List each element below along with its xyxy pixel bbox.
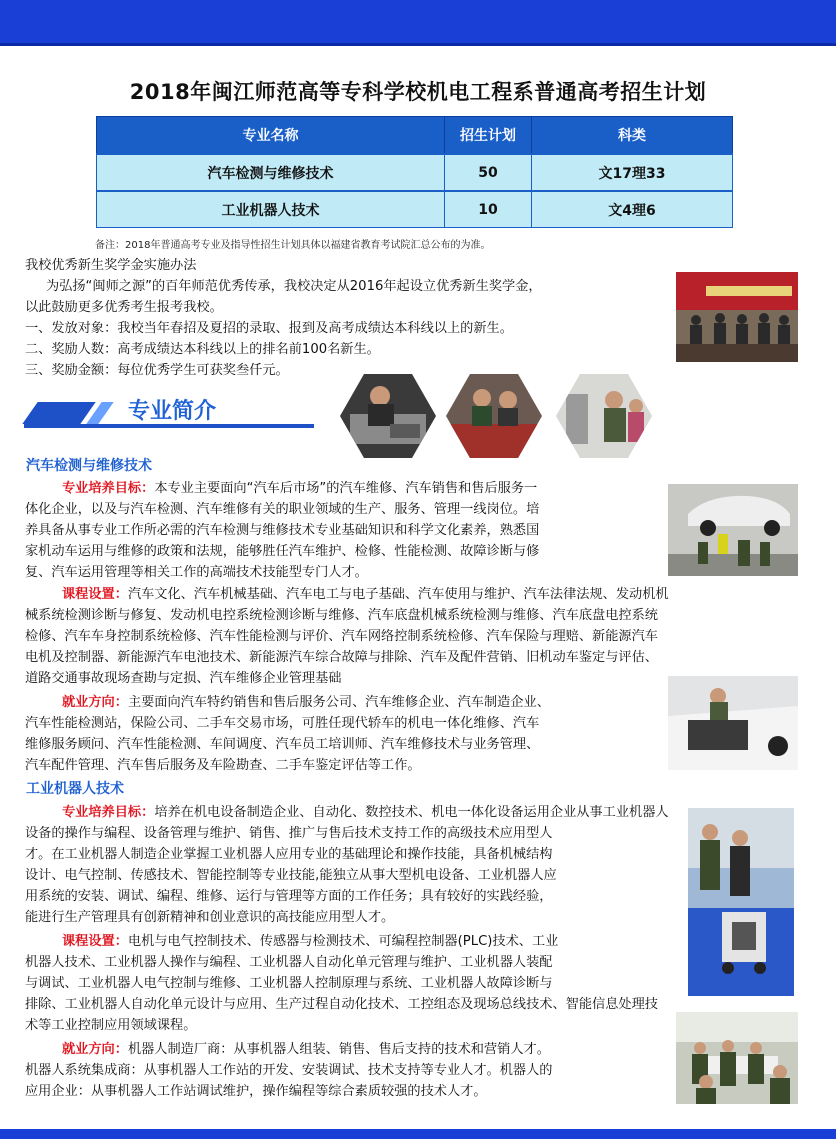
- robot-goal-line: 设备的操作与编程、设备管理与维护、销售、推广与售后技术支持工作的高级技术应用型人: [25, 826, 553, 841]
- robot-goal-line: 设计、电气控制、传感技术、智能控制等专业技能,能独立从事大型机电设备、工业机器人应: [25, 868, 557, 883]
- robot-job-line: 机器人系统集成商：从事机器人工作站的开发、安装调试、技术支持等专业人才。机器人的: [25, 1063, 553, 1078]
- bottom-footer-bar: [0, 1129, 836, 1139]
- workshop-photo-3: [556, 374, 652, 458]
- auto-goal-label: 专业培养目标：: [62, 481, 155, 496]
- auto-goal-line: 养具备从事专业工作所必需的汽车检测与维修技术专业基础知识和科学文化素养，熟悉国: [25, 523, 540, 538]
- cell-plan: 50: [445, 154, 532, 191]
- robot-course-label: 课程设置：: [62, 934, 128, 949]
- robot-course-line: 与调试、工业机器人电气控制与维修、工业机器人控制原理与系统、工业机器人故障诊断与: [25, 976, 553, 991]
- auto-course-line: 道路交通事故现场查勘与定损、汽车维修企业管理基础: [25, 671, 342, 686]
- enrollment-plan-table: [96, 116, 733, 228]
- robot-job-text: 机器人制造厂商：从事机器人组装、销售、售后支持的技术和营销人才。: [127, 1042, 550, 1057]
- auto-course-line: 械系统检测诊断与修复、发动机电控系统检测诊断与维修、汽车底盘机械系统检测与维修、汽车底盘电控系统: [25, 608, 658, 623]
- robot-job-line: 应用企业：从事机器人工作站调试维护，操作编程等综合素质较强的技术人才。: [25, 1084, 487, 1099]
- robot-course-line: 术等工业控制应用领域课程。: [25, 1018, 197, 1033]
- header-major: 专业名称: [97, 117, 445, 155]
- cell-plan: 10: [445, 191, 532, 228]
- auto-course-line: 检修、汽车车身控制系统检修、汽车性能检测与评价、汽车网络控制系统检修、汽车保险与理赔、新能源汽车: [25, 629, 658, 644]
- scholarship-line: 为弘扬“闽师之源”的百年师范优秀传承，我校决定从2016年起设立优秀新生奖学金，: [46, 279, 542, 294]
- cell-category: 文17理33: [532, 154, 733, 191]
- scholarship-line: 三、奖励金额：每位优秀学生可获奖叁仟元。: [25, 363, 289, 378]
- major-name-robot: 工业机器人技术: [26, 781, 124, 797]
- auto-job-line: [62, 692, 550, 713]
- robot-course-line: [62, 931, 558, 952]
- auto-course-line: [62, 584, 669, 605]
- auto-job-label: 就业方向：: [62, 695, 128, 710]
- section-banner: [24, 390, 314, 434]
- cell-major: 工业机器人技术: [97, 191, 445, 228]
- scholarship-line: 二、奖励人数：高考成绩达本科线以上的排名前100名新生。: [25, 342, 380, 357]
- auto-goal-line: [62, 478, 537, 499]
- top-header-bar: [0, 0, 836, 46]
- robot-lab-photo: [688, 808, 794, 996]
- auto-goal-line: 复、汽车运用管理等相关工作的高端技术技能型专门人才。: [25, 565, 368, 580]
- robot-goal-line: 能进行生产管理具有创新精神和创业意识的高技能应用型人才。: [25, 910, 395, 925]
- auto-job-line: 维修服务顾问、汽车性能检测、车间调度、汽车员工培训师、汽车维修技术与业务管理、: [25, 737, 540, 752]
- auto-job-text: 主要面向汽车特约销售和售后服务公司、汽车维修企业、汽车制造企业、: [127, 695, 550, 710]
- table-header-row: [97, 117, 733, 155]
- header-category: 科类: [532, 117, 733, 155]
- auto-course-label: 课程设置：: [62, 587, 128, 602]
- robot-course-text: 电机与电气控制技术、传感器与检测技术、可编程控制器(PLC)技术、工业: [127, 934, 559, 949]
- page-title: 2018年闽江师范高等专科学校机电工程系普通高考招生计划: [129, 80, 707, 104]
- scholarship-heading: 我校优秀新生奖学金实施办法: [25, 258, 197, 273]
- classroom-photo: [676, 1012, 798, 1104]
- auto-goal-line: 体化企业，以及与汽车检测、汽车维修有关的职业领域的生产、服务、管理一线岗位。培: [25, 502, 540, 517]
- auto-course-line: 电机及控制器、新能源汽车电池技术、新能源汽车综合故障与排除、汽车及配件营销、旧机动车鉴定与评估、: [25, 650, 658, 665]
- robot-course-line: 机器人技术、工业机器人操作与编程、工业机器人自动化单元管理与维护、工业机器人装配: [25, 955, 553, 970]
- cell-major: 汽车检测与维修技术: [97, 154, 445, 191]
- robot-goal-line: 才。在工业机器人制造企业掌握工业机器人应用专业的基础理论和操作技能，具备机械结构: [25, 847, 553, 862]
- ceremony-photo: [676, 272, 798, 362]
- header-plan: 招生计划: [445, 117, 532, 155]
- robot-goal-line: [62, 802, 669, 823]
- workshop-photo-2: [446, 374, 542, 458]
- table-row: [97, 191, 733, 228]
- scholarship-line: 以此鼓励更多优秀考生报考我校。: [25, 300, 223, 315]
- workshop-photo-1: [340, 374, 436, 458]
- engine-bay-photo: [668, 676, 798, 770]
- robot-course-line: 排除、工业机器人自动化单元设计与应用、生产过程自动化技术、工控组态及现场总线技术、智能信息处理技: [25, 997, 658, 1012]
- auto-course-text: 汽车文化、汽车机械基础、汽车电工与电子基础、汽车使用与维护、汽车法律法规、发动机机: [127, 587, 669, 602]
- robot-goal-label: 专业培养目标：: [62, 805, 155, 820]
- auto-goal-text: 本专业主要面向“汽车后市场”的汽车维修、汽车销售和售后服务一: [154, 481, 538, 496]
- robot-goal-text: 培养在机电设备制造企业、自动化、数控技术、机电一体化设备运用企业从事工业机器人: [154, 805, 669, 820]
- banner-shape: [22, 402, 95, 424]
- table-note: 备注：2018年普通高考专业及指导性招生计划具体以福建省教育考试院汇总公布的为准。: [95, 240, 491, 251]
- robot-job-label: 就业方向：: [62, 1042, 128, 1057]
- car-lift-photo: [668, 484, 798, 576]
- section-title: 专业简介: [128, 399, 217, 424]
- auto-goal-line: 家机动车运用与维修的政策和法规，能够胜任汽车维护、检修、性能检测、故障诊断与修: [25, 544, 540, 559]
- robot-goal-line: 用系统的安装、调试、编程、维修、运行与管理等方面的工作任务；具有较好的实践经验，: [25, 889, 553, 904]
- scholarship-line: 一、发放对象：我校当年春招及夏招的录取、报到及高考成绩达本科线以上的新生。: [25, 321, 513, 336]
- cell-category: 文4理6: [532, 191, 733, 228]
- table-row: [97, 154, 733, 191]
- auto-job-line: 汽车性能检测站，保险公司、二手车交易市场，可胜任现代轿车的机电一体化维修、汽车: [25, 716, 540, 731]
- major-name-auto: 汽车检测与维修技术: [26, 458, 152, 474]
- auto-job-line: 汽车配件管理、汽车售后服务及车险勘查、二手车鉴定评估等工作。: [25, 758, 421, 773]
- robot-job-line: [62, 1039, 550, 1060]
